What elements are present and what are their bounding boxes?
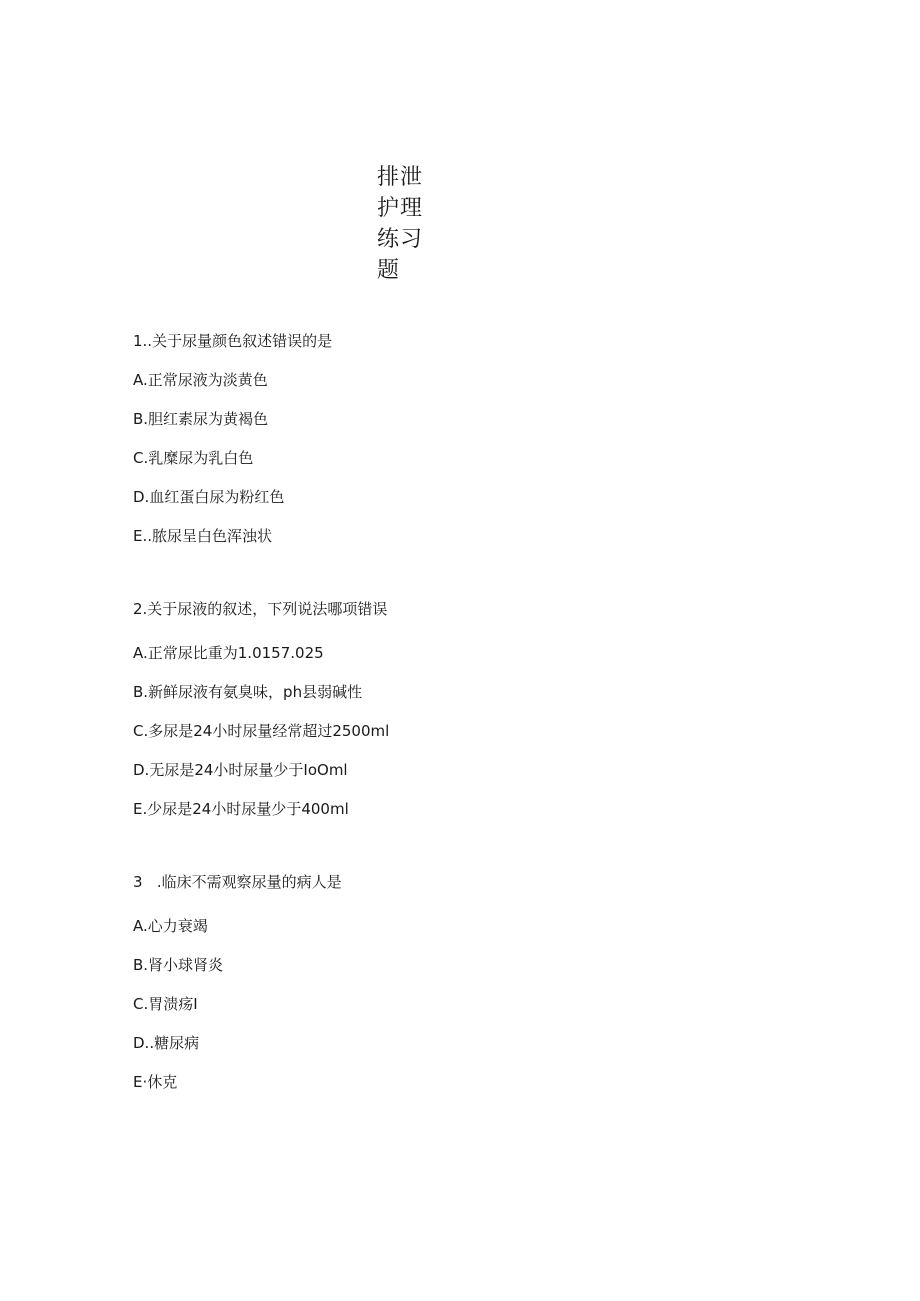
option-a: A.正常尿液为淡黄色 [133, 371, 268, 389]
question-stem: 1..关于尿量颜色叙述错误的是 [133, 332, 333, 350]
option-c: C.乳糜尿为乳白色 [133, 449, 254, 467]
option-d: D.血红蛋白尿为粉红色 [133, 488, 285, 506]
title-line: 护理 [377, 196, 424, 221]
document-title [377, 162, 437, 286]
title-line: 练习 [377, 227, 424, 252]
option-e: E..脓尿呈白色浑浊状 [133, 527, 273, 545]
option-b: B.新鲜尿液有氨臭味，ph县弱碱性 [133, 683, 363, 701]
question-stem: 3 .临床不需观察尿量的病人是 [133, 873, 342, 891]
option-d: D..糖尿病 [133, 1034, 200, 1052]
option-c: C.多尿是24小时尿量经常超过2500ml [133, 722, 390, 740]
title-line: 题 [377, 258, 401, 283]
option-a: A.正常尿比重为1.0157.025 [133, 644, 324, 662]
option-e: E·休克 [133, 1073, 178, 1091]
option-e: E.少尿是24小时尿量少于400ml [133, 800, 349, 818]
title-line: 排泄 [377, 165, 424, 190]
option-b: B.胆红素尿为黄褐色 [133, 410, 269, 428]
option-a: A.心力衰竭 [133, 917, 208, 935]
option-d: D.无尿是24小时尿量少于IoOml [133, 761, 348, 779]
question-stem: 2.关于尿液的叙述，下列说法哪项错误 [133, 600, 388, 618]
option-c: C.胃溃疡I [133, 995, 198, 1013]
option-b: B.肾小球肾炎 [133, 956, 224, 974]
